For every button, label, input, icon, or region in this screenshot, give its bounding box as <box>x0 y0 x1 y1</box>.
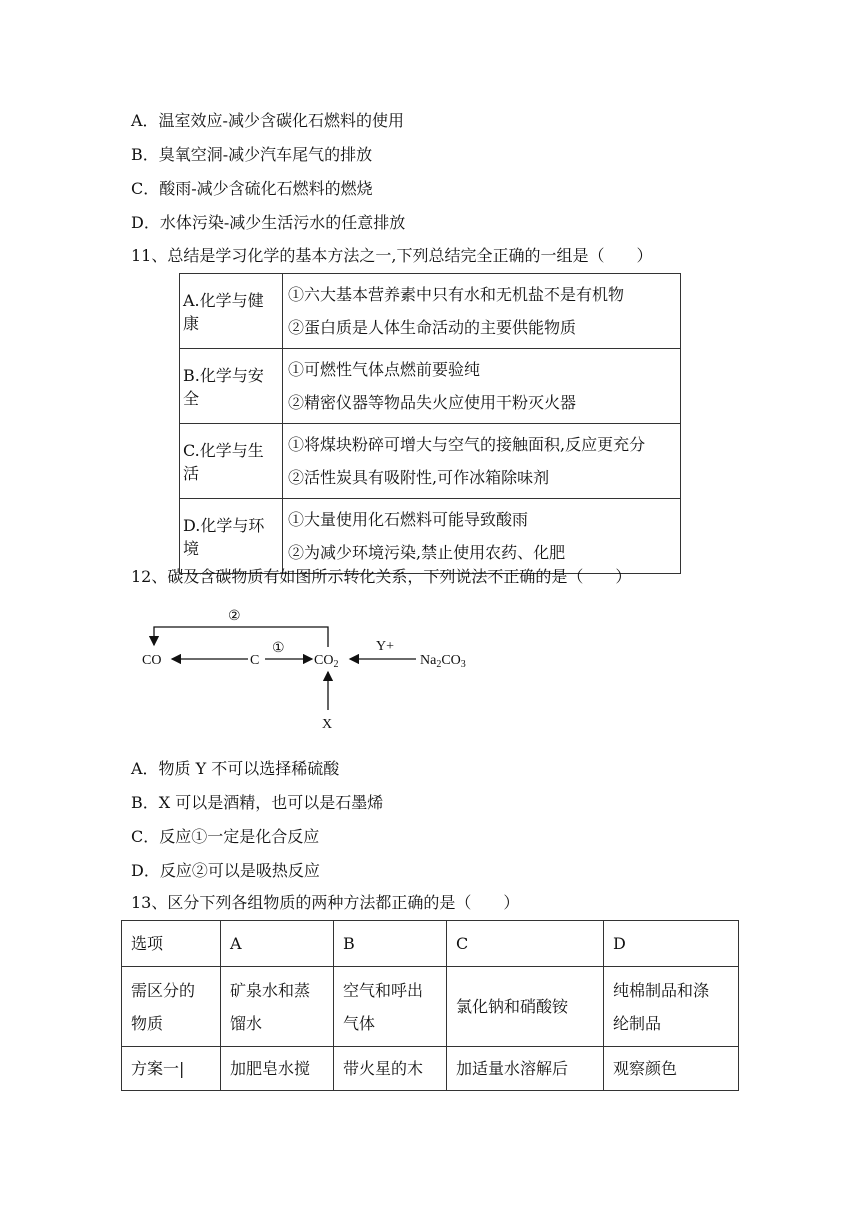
q12-option-d: D．反应②可以是吸热反应 <box>131 861 320 880</box>
q13-row2-d: 观察颜色 <box>604 1047 739 1091</box>
q11-c-item2: ②活性炭具有吸附性,可作冰箱除味剂 <box>288 468 550 487</box>
q13-row1-label-b: 物质 <box>131 1013 164 1033</box>
substance-x: X <box>322 717 333 732</box>
table-row <box>122 921 739 967</box>
q11-b-item1: ①可燃性气体点燃前要验纯 <box>288 360 481 379</box>
arrow-2-label: ② <box>228 609 241 624</box>
q11-label-a: A.化学与健康 <box>180 274 283 349</box>
q12-option-c: C．反应①一定是化合反应 <box>131 827 320 846</box>
q11-label-c: C.化学与生活 <box>180 424 283 499</box>
q11-d-item2: ②为减少环境污染,禁止使用农药、化肥 <box>288 543 566 562</box>
q13-row2-b: 带火星的木 <box>334 1047 447 1091</box>
q11-d-item1: ①大量使用化石燃料可能导致酸雨 <box>288 510 529 529</box>
q13-row1-b-1: 空气和呼出 <box>343 980 424 1000</box>
q11-c-item1: ①将煤块粉碎可增大与空气的接触面积,反应更充分 <box>288 435 646 454</box>
substance-c: C <box>250 653 260 668</box>
q11-label-d: D.化学与环境 <box>180 499 283 574</box>
substance-co2: $CO_2$ <box>314 653 339 670</box>
q13-header-a: A <box>221 921 334 967</box>
q13-row2-label: 方案一| <box>122 1047 221 1091</box>
q13-header-b: B <box>334 921 447 967</box>
q10-option-b: B．臭氧空洞-减少汽车尾气的排放 <box>131 145 373 164</box>
q11-table <box>179 273 681 574</box>
q12-option-a: A．物质 Y 不可以选择稀硫酸 <box>131 759 340 778</box>
q10-option-a: A．温室效应-减少含碳化石燃料的使用 <box>131 111 404 130</box>
q10-option-d: D．水体污染-减少生活污水的任意排放 <box>131 213 406 232</box>
q13-table <box>121 920 739 1091</box>
arrow-2-line <box>154 627 328 647</box>
carbon-conversion-diagram <box>130 600 490 740</box>
q13-row1-a-2: 馏水 <box>230 1013 263 1033</box>
q13-row1-label-a: 需区分的 <box>131 980 196 1000</box>
table-row <box>180 349 681 424</box>
q11-b-item2: ②精密仪器等物品失火应使用干粉灭火器 <box>288 393 577 412</box>
table-row <box>180 499 681 574</box>
q13-row1-b-2: 气体 <box>343 1013 376 1033</box>
q12-question: 12、碳及含碳物质有如图所示转化关系，下列说法不正确的是（ ） <box>131 567 632 586</box>
q11-a-item1: ①六大基本营养素中只有水和无机盐不是有机物 <box>288 285 625 304</box>
q13-question: 13、区分下列各组物质的两种方法都正确的是（ ） <box>131 893 520 912</box>
q12-option-b: B．X 可以是酒精，也可以是石墨烯 <box>131 793 384 812</box>
q13-row1-a-1: 矿泉水和蒸 <box>230 980 311 1000</box>
q13-header-option: 选项 <box>122 921 221 967</box>
q11-label-b: B.化学与安全 <box>180 349 283 424</box>
reagent-y: Y+ <box>376 639 395 654</box>
table-row <box>122 1047 739 1091</box>
q10-option-c: C．酸雨-减少含硫化石燃料的燃烧 <box>131 179 373 198</box>
arrow-1-label: ① <box>272 641 285 656</box>
q13-row2-a: 加肥皂水搅 <box>221 1047 334 1091</box>
substance-co: CO <box>142 653 162 668</box>
q13-row1-d-1: 纯棉制品和涤 <box>613 980 710 1000</box>
q11-question: 11、总结是学习化学的基本方法之一,下列总结完全正确的一组是（ ） <box>131 246 653 265</box>
table-row <box>122 967 739 1047</box>
q13-row2-c: 加适量水溶解后 <box>447 1047 604 1091</box>
q13-row1-c: 氯化钠和硝酸铵 <box>447 967 604 1047</box>
table-row <box>180 424 681 499</box>
q13-header-c: C <box>447 921 604 967</box>
substance-na2co3: $Na_2CO_3$ <box>420 653 466 670</box>
q13-row1-d-2: 纶制品 <box>613 1013 662 1033</box>
q11-a-item2: ②蛋白质是人体生命活动的主要供能物质 <box>288 318 577 337</box>
table-row <box>180 274 681 349</box>
q13-header-d: D <box>604 921 739 967</box>
